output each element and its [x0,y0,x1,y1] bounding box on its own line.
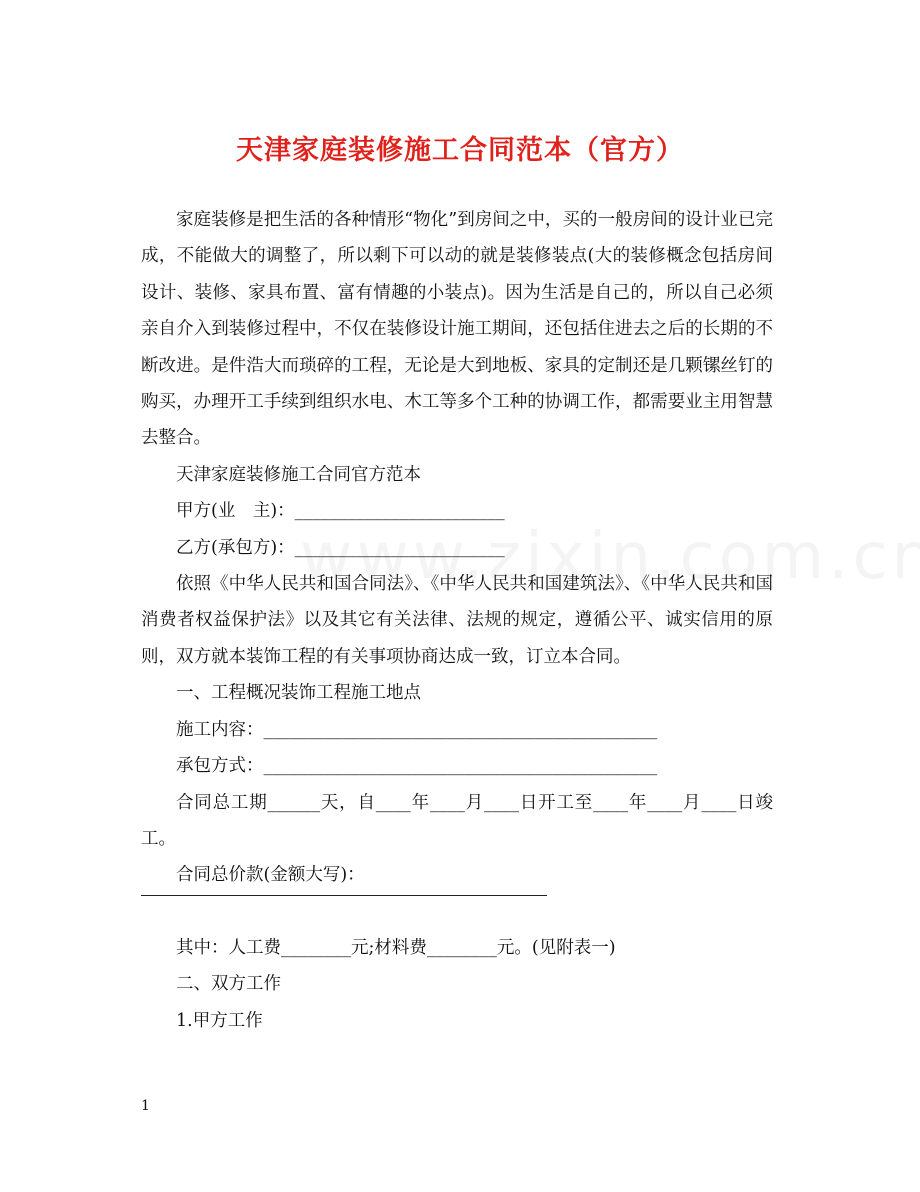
party-b-line: 乙方(承包方)：________________________ [176,537,505,558]
construction-content-line: 施工内容：_____________________________________________ [176,719,658,740]
section-1-heading: 一、工程概况装饰工程施工地点 [176,683,421,704]
contract-heading: 天津家庭装修施工合同官方范本 [176,464,421,485]
total-price-line: 合同总价款(金额大写)： [176,865,365,886]
cost-breakdown-line: 其中：人工费________元;材料费________元。(见附表一) [176,937,616,958]
intro-paragraph: 家庭装修是把生活的各种情形“物化”到房间之中，买的一般房间的设计业已完成，不能做大的调整了，所以剩下可以动的就是装修装点(大的装修概念包括房间设计、装修、家具布置、富有情趣的小装点)。因为生活是自己的，所以自己必须亲自介入到装修过程中，不仅在装修设计施工期间，还包括住进去之后的长期的不断改进。是件浩大而琐碎的工程，无论是大到地板、家具的定制还是几颗镙丝钉的购买，办理开工手续到组织水电、木工等多个工种的协调工作，都需要业主用智慧去整合。 [141,210,773,449]
contract-period-line: 合同总工期______天，自____年____月____日开工至____年____月____日竣工。 [141,792,773,849]
contract-method-line: 承包方式：_____________________________________________ [176,756,658,777]
section-2-heading: 二、双方工作 [176,974,281,995]
document-body [141,202,773,1039]
party-a-work-heading: 1.甲方工作 [176,1010,263,1031]
document-title: 天津家庭装修施工合同范本（官方） [236,135,684,166]
party-a-line: 甲方(业 主)：________________________ [176,501,505,522]
page-number: 1 [141,1098,150,1114]
legal-basis-paragraph: 依照《中华人民共和国合同法》、《中华人民共和国建筑法》、《中华人民共和国消费者权益保护法》以及其它有关法律、法规的规定，遵循公平、诚实信用的原则，双方就本装饰工程的有关事项协商达成一致，订立本合同。 [141,574,773,667]
blank-line-spacer [141,894,773,930]
total-price-underline [141,895,547,896]
